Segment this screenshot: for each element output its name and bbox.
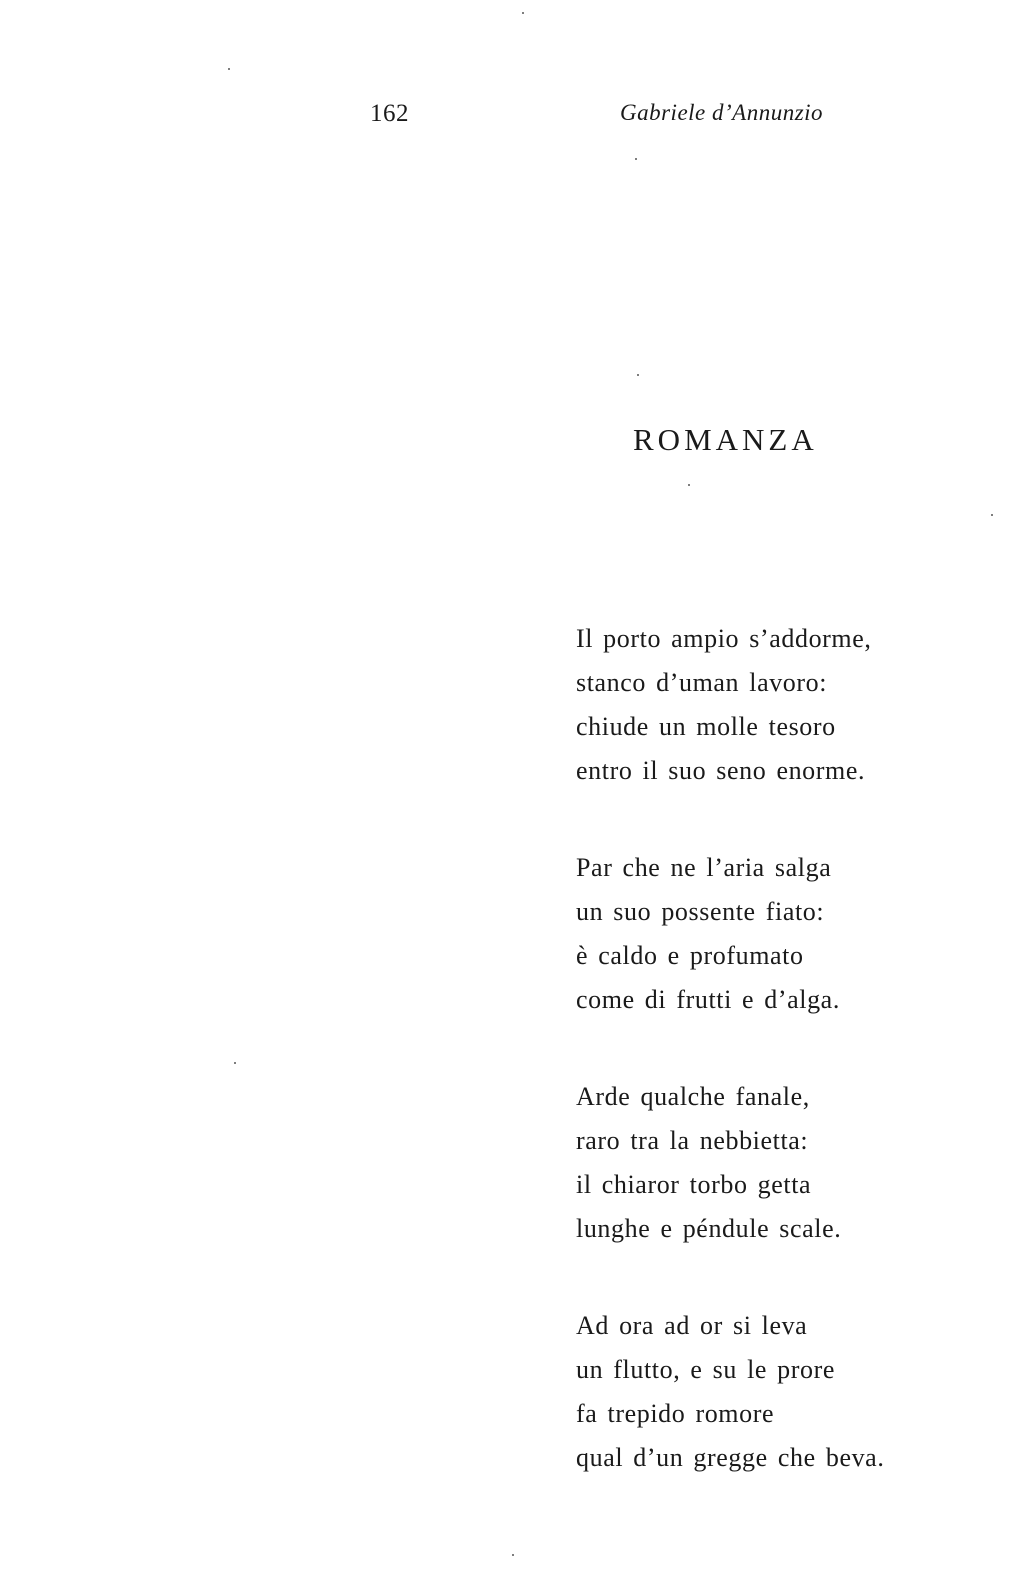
verse-line: qual d’un gregge che beva. <box>576 1443 885 1472</box>
scan-speck <box>234 1062 236 1064</box>
verse-line: un suo possente fiato: <box>576 897 825 926</box>
verse-line: stanco d’uman lavoro: <box>576 668 828 697</box>
page-number: 162 <box>370 100 409 127</box>
stanza-1 <box>576 617 884 793</box>
verse-line: Par che ne l’aria salga <box>576 853 832 882</box>
verse-line: raro tra la nebbietta: <box>576 1126 809 1155</box>
verse-line: Ad ora ad or si leva <box>576 1311 808 1340</box>
scan-speck <box>635 158 637 160</box>
stanza-2 <box>576 846 884 1022</box>
verse-line: un flutto, e su le prore <box>576 1355 836 1384</box>
scan-speck <box>228 68 230 70</box>
verse-line: è caldo e profumato <box>576 941 804 970</box>
verse-line: lunghe e péndule scale. <box>576 1214 842 1243</box>
verse-line: Il porto ampio s’addorme, <box>576 624 872 653</box>
stanza-4 <box>576 1304 884 1480</box>
poem-body <box>576 617 884 1533</box>
verse-line: fa trepido romore <box>576 1399 775 1428</box>
scan-speck <box>991 514 993 516</box>
scan-speck <box>522 12 524 14</box>
stanza-3 <box>576 1075 884 1251</box>
verse-line: entro il suo seno enorme. <box>576 756 866 785</box>
verse-line: il chiaror torbo getta <box>576 1170 812 1199</box>
poem-title: ROMANZA <box>633 422 818 457</box>
scan-speck <box>637 374 639 376</box>
verse-line: Arde qualche fanale, <box>576 1082 810 1111</box>
scan-speck <box>688 484 690 486</box>
running-head: Gabriele d’Annunzio <box>620 100 824 125</box>
verse-line: come di frutti e d’alga. <box>576 985 840 1014</box>
scan-speck <box>512 1554 514 1556</box>
verse-line: chiude un molle tesoro <box>576 712 836 741</box>
